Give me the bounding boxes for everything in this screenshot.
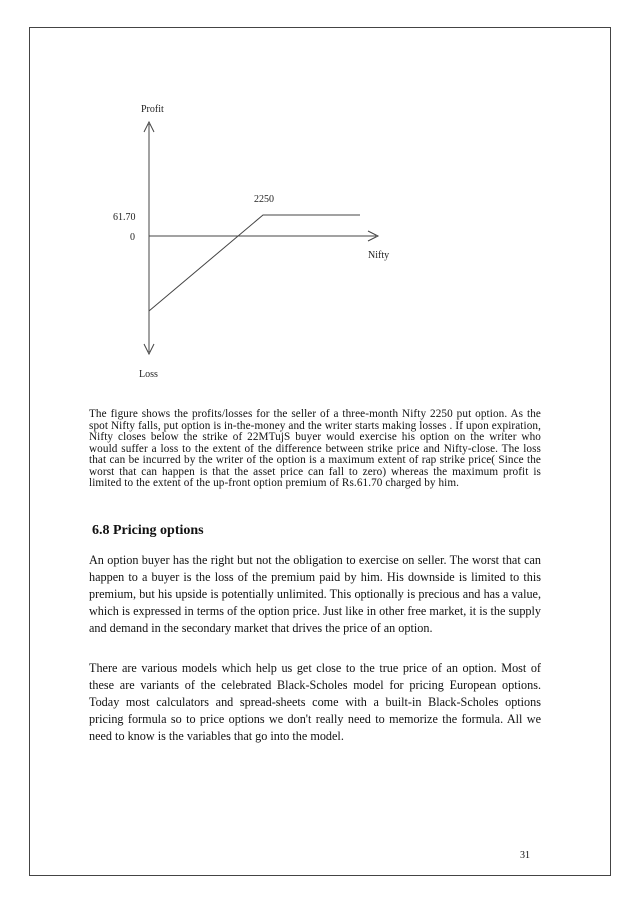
x-axis-label: Nifty (368, 250, 390, 261)
section-heading: 6.8 Pricing options (92, 523, 204, 538)
page-number: 31 (520, 850, 530, 861)
premium-label: 61.70 (113, 212, 136, 223)
figure-description: The figure shows the profits/losses for the seller of a three-month Nifty 2250 put option. As the spot Nifty falls, put option is in-the-money and the writer starts making losses . If upon expiration, Nifty closes below the strike of 22MTujS buyer would exercise his option on the writer who would suffer a loss to the extent of the difference between strike price and Nifty-close. The loss that can be incurred by the writer of the option is a maximum extent of rap strike price( Since the worst that can happen is that the asset price can fall to zero) whereas the maximum profit is limited to the extent of the up-front option premium of Rs.61.70 charged by him. (89, 408, 541, 489)
strike-label: 2250 (254, 194, 274, 205)
payoff-diagram (100, 92, 410, 382)
y-axis-bottom-label: Loss (139, 369, 158, 380)
section-paragraph-2: There are various models which help us get close to the true price of an option. Most of these are variants of the celebrated Black-Scholes model for pricing European options. Today most calculators and spread-sheets come with a built-in Black-Scholes options pricing formula so to price options we don't really need to memorize the formula. All we need to know is the variables that go into the model. (89, 661, 541, 743)
zero-label: 0 (130, 232, 135, 243)
payoff-line (149, 215, 360, 311)
section-paragraph-1: An option buyer has the right but not the obligation to exercise on seller. The worst that can happen to a buyer is the loss of the premium paid by him. His downside is limited to this premium, but his upside is potentially unlimited. This optionally is precious and has a value, which is expressed in terms of the option price. Just like in other free market, it is the supply and demand in the secondary market that drives the price of an option. (89, 553, 541, 635)
y-axis-top-label: Profit (141, 104, 164, 115)
